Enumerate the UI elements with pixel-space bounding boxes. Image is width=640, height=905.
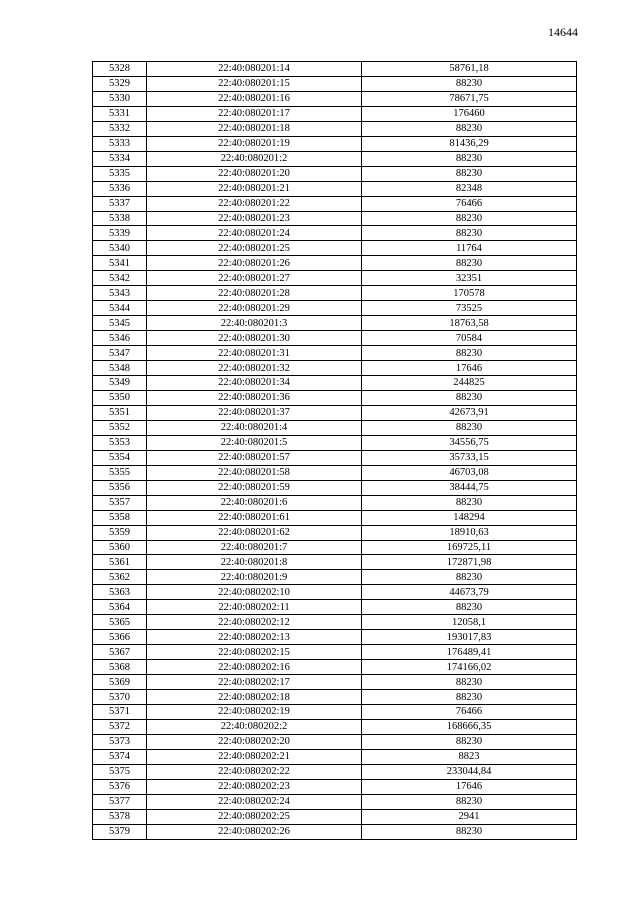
cadastral-number-cell: 22:40:080202:13 — [147, 630, 362, 645]
value-cell: 35733,15 — [362, 450, 577, 465]
value-cell: 17646 — [362, 361, 577, 376]
cadastral-number-cell: 22:40:080201:22 — [147, 196, 362, 211]
cadastral-number-cell: 22:40:080202:18 — [147, 690, 362, 705]
table-row — [93, 62, 577, 77]
cadastral-number-cell: 22:40:080201:17 — [147, 106, 362, 121]
row-number-cell: 5366 — [93, 630, 147, 645]
value-cell: 70584 — [362, 331, 577, 346]
cadastral-number-cell: 22:40:080201:61 — [147, 510, 362, 525]
table-row — [93, 794, 577, 809]
value-cell: 88230 — [362, 346, 577, 361]
table-row — [93, 809, 577, 824]
table-row — [93, 824, 577, 839]
table-row — [93, 495, 577, 510]
table-row — [93, 136, 577, 151]
row-number-cell: 5379 — [93, 824, 147, 839]
value-cell: 11764 — [362, 241, 577, 256]
table-row — [93, 719, 577, 734]
cadastral-number-cell: 22:40:080202:15 — [147, 645, 362, 660]
row-number-cell: 5367 — [93, 645, 147, 660]
value-cell: 73525 — [362, 301, 577, 316]
row-number-cell: 5372 — [93, 719, 147, 734]
row-number-cell: 5353 — [93, 435, 147, 450]
table-row — [93, 540, 577, 555]
row-number-cell: 5345 — [93, 316, 147, 331]
value-cell: 42673,91 — [362, 405, 577, 420]
table-row — [93, 749, 577, 764]
table-row — [93, 734, 577, 749]
row-number-cell: 5349 — [93, 376, 147, 391]
cadastral-number-cell: 22:40:080201:30 — [147, 331, 362, 346]
value-cell: 244825 — [362, 376, 577, 391]
value-cell: 12058,1 — [362, 615, 577, 630]
table-row — [93, 779, 577, 794]
table-row — [93, 405, 577, 420]
table-row — [93, 316, 577, 331]
value-cell: 58761,18 — [362, 62, 577, 77]
value-cell: 34556,75 — [362, 435, 577, 450]
row-number-cell: 5351 — [93, 405, 147, 420]
row-number-cell: 5352 — [93, 420, 147, 435]
cadastral-number-cell: 22:40:080201:21 — [147, 181, 362, 196]
value-cell: 88230 — [362, 690, 577, 705]
table-row — [93, 615, 577, 630]
value-cell: 17646 — [362, 779, 577, 794]
value-cell: 46703,08 — [362, 465, 577, 480]
table-row — [93, 331, 577, 346]
row-number-cell: 5354 — [93, 450, 147, 465]
row-number-cell: 5357 — [93, 495, 147, 510]
row-number-cell: 5331 — [93, 106, 147, 121]
row-number-cell: 5339 — [93, 226, 147, 241]
table-body — [93, 62, 577, 840]
value-cell: 193017,83 — [362, 630, 577, 645]
cadastral-number-cell: 22:40:080201:9 — [147, 570, 362, 585]
table-row — [93, 346, 577, 361]
cadastral-number-cell: 22:40:080201:62 — [147, 525, 362, 540]
table-row — [93, 764, 577, 779]
row-number-cell: 5360 — [93, 540, 147, 555]
value-cell: 88230 — [362, 76, 577, 91]
cadastral-number-cell: 22:40:080201:7 — [147, 540, 362, 555]
cadastral-number-cell: 22:40:080202:12 — [147, 615, 362, 630]
value-cell: 78671,75 — [362, 91, 577, 106]
row-number-cell: 5348 — [93, 361, 147, 376]
value-cell: 176489,41 — [362, 645, 577, 660]
table-row — [93, 121, 577, 136]
table-row — [93, 376, 577, 391]
cadastral-number-cell: 22:40:080201:8 — [147, 555, 362, 570]
table-row — [93, 480, 577, 495]
row-number-cell: 5342 — [93, 271, 147, 286]
cadastral-value-table — [92, 61, 577, 840]
value-cell: 88230 — [362, 824, 577, 839]
cadastral-number-cell: 22:40:080201:58 — [147, 465, 362, 480]
value-cell: 148294 — [362, 510, 577, 525]
row-number-cell: 5361 — [93, 555, 147, 570]
value-cell: 88230 — [362, 600, 577, 615]
value-cell: 169725,11 — [362, 540, 577, 555]
row-number-cell: 5356 — [93, 480, 147, 495]
value-cell: 38444,75 — [362, 480, 577, 495]
cadastral-number-cell: 22:40:080202:10 — [147, 585, 362, 600]
value-cell: 88230 — [362, 420, 577, 435]
cadastral-number-cell: 22:40:080202:25 — [147, 809, 362, 824]
value-cell: 233044,84 — [362, 764, 577, 779]
row-number-cell: 5344 — [93, 301, 147, 316]
table-row — [93, 510, 577, 525]
table-row — [93, 585, 577, 600]
cadastral-number-cell: 22:40:080201:31 — [147, 346, 362, 361]
table-row — [93, 151, 577, 166]
row-number-cell: 5368 — [93, 660, 147, 675]
table-row — [93, 660, 577, 675]
table-row — [93, 570, 577, 585]
table-row — [93, 301, 577, 316]
cadastral-number-cell: 22:40:080202:19 — [147, 704, 362, 719]
cadastral-number-cell: 22:40:080202:16 — [147, 660, 362, 675]
row-number-cell: 5343 — [93, 286, 147, 301]
value-cell: 176460 — [362, 106, 577, 121]
value-cell: 88230 — [362, 495, 577, 510]
table-row — [93, 196, 577, 211]
value-cell: 2941 — [362, 809, 577, 824]
value-cell: 88230 — [362, 226, 577, 241]
cadastral-number-cell: 22:40:080202:11 — [147, 600, 362, 615]
cadastral-number-cell: 22:40:080201:26 — [147, 256, 362, 271]
value-cell: 88230 — [362, 151, 577, 166]
value-cell: 18763,58 — [362, 316, 577, 331]
cadastral-number-cell: 22:40:080201:37 — [147, 405, 362, 420]
row-number-cell: 5333 — [93, 136, 147, 151]
row-number-cell: 5338 — [93, 211, 147, 226]
value-cell: 76466 — [362, 196, 577, 211]
row-number-cell: 5355 — [93, 465, 147, 480]
table-row — [93, 241, 577, 256]
table-row — [93, 181, 577, 196]
row-number-cell: 5346 — [93, 331, 147, 346]
value-cell: 168666,35 — [362, 719, 577, 734]
cadastral-number-cell: 22:40:080201:36 — [147, 390, 362, 405]
cadastral-number-cell: 22:40:080201:20 — [147, 166, 362, 181]
cadastral-number-cell: 22:40:080201:25 — [147, 241, 362, 256]
table-row — [93, 361, 577, 376]
row-number-cell: 5336 — [93, 181, 147, 196]
row-number-cell: 5362 — [93, 570, 147, 585]
cadastral-number-cell: 22:40:080201:59 — [147, 480, 362, 495]
table-row — [93, 91, 577, 106]
value-cell: 88230 — [362, 794, 577, 809]
row-number-cell: 5329 — [93, 76, 147, 91]
value-cell: 88230 — [362, 675, 577, 690]
row-number-cell: 5373 — [93, 734, 147, 749]
row-number-cell: 5341 — [93, 256, 147, 271]
cadastral-number-cell: 22:40:080201:28 — [147, 286, 362, 301]
row-number-cell: 5375 — [93, 764, 147, 779]
value-cell: 88230 — [362, 121, 577, 136]
value-cell: 88230 — [362, 390, 577, 405]
table-row — [93, 76, 577, 91]
cadastral-number-cell: 22:40:080201:29 — [147, 301, 362, 316]
value-cell: 81436,29 — [362, 136, 577, 151]
row-number-cell: 5369 — [93, 675, 147, 690]
row-number-cell: 5363 — [93, 585, 147, 600]
row-number-cell: 5371 — [93, 704, 147, 719]
value-cell: 174166,02 — [362, 660, 577, 675]
value-cell: 88230 — [362, 734, 577, 749]
cadastral-number-cell: 22:40:080202:26 — [147, 824, 362, 839]
row-number-cell: 5330 — [93, 91, 147, 106]
row-number-cell: 5370 — [93, 690, 147, 705]
cadastral-number-cell: 22:40:080201:19 — [147, 136, 362, 151]
table-row — [93, 465, 577, 480]
value-cell: 44673,79 — [362, 585, 577, 600]
cadastral-number-cell: 22:40:080201:57 — [147, 450, 362, 465]
table-row — [93, 256, 577, 271]
table-row — [93, 271, 577, 286]
cadastral-number-cell: 22:40:080201:18 — [147, 121, 362, 136]
cadastral-number-cell: 22:40:080201:24 — [147, 226, 362, 241]
cadastral-number-cell: 22:40:080202:23 — [147, 779, 362, 794]
value-cell: 88230 — [362, 570, 577, 585]
table-row — [93, 645, 577, 660]
value-cell: 76466 — [362, 704, 577, 719]
row-number-cell: 5350 — [93, 390, 147, 405]
value-cell: 82348 — [362, 181, 577, 196]
page-number: 14644 — [548, 25, 578, 39]
table-row — [93, 450, 577, 465]
value-cell: 88230 — [362, 256, 577, 271]
row-number-cell: 5347 — [93, 346, 147, 361]
cadastral-number-cell: 22:40:080201:34 — [147, 376, 362, 391]
value-cell: 18910,63 — [362, 525, 577, 540]
value-cell: 172871,98 — [362, 555, 577, 570]
cadastral-number-cell: 22:40:080201:4 — [147, 420, 362, 435]
value-cell: 88230 — [362, 211, 577, 226]
table-row — [93, 690, 577, 705]
row-number-cell: 5328 — [93, 62, 147, 77]
table-row — [93, 630, 577, 645]
row-number-cell: 5378 — [93, 809, 147, 824]
cadastral-number-cell: 22:40:080202:24 — [147, 794, 362, 809]
table-row — [93, 286, 577, 301]
row-number-cell: 5340 — [93, 241, 147, 256]
value-cell: 32351 — [362, 271, 577, 286]
row-number-cell: 5334 — [93, 151, 147, 166]
row-number-cell: 5335 — [93, 166, 147, 181]
cadastral-number-cell: 22:40:080201:23 — [147, 211, 362, 226]
cadastral-number-cell: 22:40:080202:20 — [147, 734, 362, 749]
row-number-cell: 5358 — [93, 510, 147, 525]
row-number-cell: 5332 — [93, 121, 147, 136]
cadastral-number-cell: 22:40:080201:15 — [147, 76, 362, 91]
table-row — [93, 704, 577, 719]
table-row — [93, 600, 577, 615]
row-number-cell: 5374 — [93, 749, 147, 764]
cadastral-number-cell: 22:40:080201:16 — [147, 91, 362, 106]
cadastral-number-cell: 22:40:080201:32 — [147, 361, 362, 376]
cadastral-number-cell: 22:40:080201:5 — [147, 435, 362, 450]
cadastral-number-cell: 22:40:080201:14 — [147, 62, 362, 77]
cadastral-number-cell: 22:40:080202:2 — [147, 719, 362, 734]
table-row — [93, 166, 577, 181]
row-number-cell: 5364 — [93, 600, 147, 615]
table-row — [93, 390, 577, 405]
table-row — [93, 525, 577, 540]
table-row — [93, 420, 577, 435]
row-number-cell: 5365 — [93, 615, 147, 630]
table-row — [93, 555, 577, 570]
value-cell: 8823 — [362, 749, 577, 764]
value-cell: 170578 — [362, 286, 577, 301]
table-row — [93, 226, 577, 241]
row-number-cell: 5359 — [93, 525, 147, 540]
cadastral-number-cell: 22:40:080201:3 — [147, 316, 362, 331]
cadastral-number-cell: 22:40:080202:21 — [147, 749, 362, 764]
table-row — [93, 675, 577, 690]
cadastral-number-cell: 22:40:080201:2 — [147, 151, 362, 166]
row-number-cell: 5377 — [93, 794, 147, 809]
cadastral-number-cell: 22:40:080201:6 — [147, 495, 362, 510]
row-number-cell: 5376 — [93, 779, 147, 794]
cadastral-number-cell: 22:40:080202:17 — [147, 675, 362, 690]
value-cell: 88230 — [362, 166, 577, 181]
table-row — [93, 211, 577, 226]
cadastral-number-cell: 22:40:080201:27 — [147, 271, 362, 286]
cadastral-number-cell: 22:40:080202:22 — [147, 764, 362, 779]
table-row — [93, 106, 577, 121]
row-number-cell: 5337 — [93, 196, 147, 211]
table-row — [93, 435, 577, 450]
